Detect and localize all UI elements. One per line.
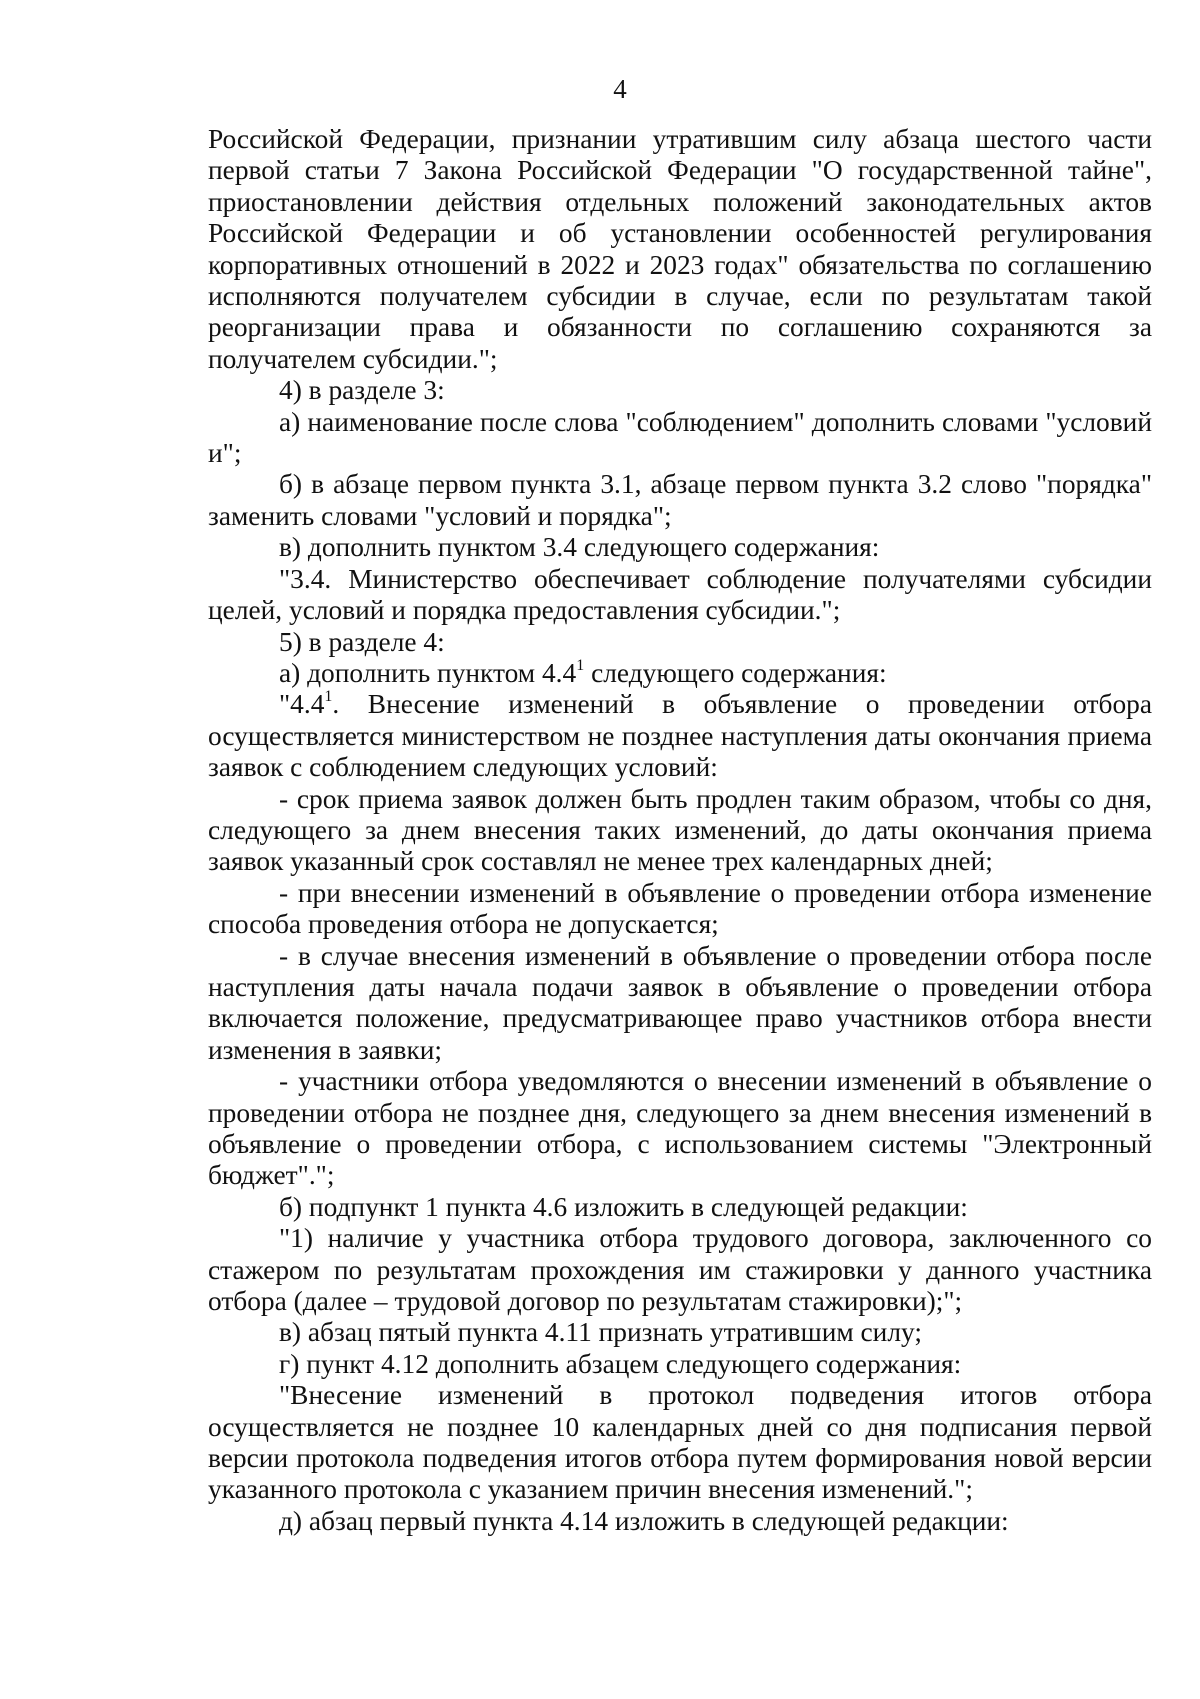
paragraph-text: - в случае внесения изменений в объявление о проведении отбора после наступления даты начала подачи заявок в объявление о проведении отбора включается положение, предусматривающее право участников отбора внести изменения в заявки;	[208, 940, 1152, 1065]
paragraph	[208, 1317, 1152, 1348]
paragraph-text: г) пункт 4.12 дополнить абзацем следующего содержания:	[279, 1348, 962, 1379]
paragraph	[208, 627, 1152, 658]
paragraph-text: - участники отбора уведомляются о внесении изменений в объявление о проведении отбора не позднее дня, следующего за днем внесения изменений в объявление о проведении отбора, с использованием системы "Электронный бюджет".";	[208, 1066, 1152, 1191]
superscript: 1	[324, 688, 333, 706]
paragraph-text: 4) в разделе 3:	[279, 375, 445, 406]
paragraph	[208, 941, 1152, 1067]
paragraph-text: 5) в разделе 4:	[279, 626, 445, 657]
paragraph-text: "4.4	[279, 689, 325, 720]
paragraph	[208, 1380, 1152, 1506]
paragraph-text: б) в абзаце первом пункта 3.1, абзаце первом пункта 3.2 слово "порядка" заменить словами "условий и порядка";	[208, 469, 1152, 531]
superscript: 1	[576, 656, 585, 674]
paragraph	[208, 689, 1152, 783]
paragraph-text: д) абзац первый пункта 4.14 изложить в следующей редакции:	[279, 1505, 1009, 1536]
paragraph-text: б) подпункт 1 пункта 4.6 изложить в следующей редакции:	[279, 1191, 968, 1222]
paragraph-text: а) дополнить пунктом 4.4	[279, 657, 577, 688]
paragraph-text: Российской Федерации, признании утратившим силу абзаца шестого части первой статьи 7 Закона Российской Федерации "О государственной тайне", приостановлении действия отдельных положений законодательных актов Российской Федерации и об установлении особенностей регулирования корпоративных отношений в 2022 и 2023 годах" обязательства по соглашению исполняются получателем субсидии в случае, если по результатам такой реорганизации права и обязанности по соглашению сохраняются за получателем субсидии.";	[208, 124, 1152, 374]
paragraph	[208, 1192, 1152, 1223]
paragraph	[208, 878, 1152, 941]
paragraph	[208, 1349, 1152, 1380]
paragraph-text-continued: . Внесение изменений в объявление о проведении отбора осуществляется министерством не позднее наступления даты окончания приема заявок с соблюдением следующих условий:	[208, 689, 1152, 783]
paragraph-text: а) наименование после слова "соблюдением" дополнить словами "условий и";	[208, 406, 1152, 469]
page-number: 4	[613, 74, 627, 104]
paragraph	[208, 658, 1152, 689]
paragraph-text: в) дополнить пунктом 3.4 следующего содержания:	[279, 532, 880, 563]
paragraph	[208, 1506, 1152, 1537]
paragraph	[208, 532, 1152, 563]
paragraph-text-continued: следующего содержания:	[584, 657, 887, 688]
paragraph	[208, 564, 1152, 627]
paragraph	[208, 124, 1152, 375]
paragraph-text: в) абзац пятый пункта 4.11 признать утратившим силу;	[279, 1317, 922, 1348]
paragraph	[208, 375, 1152, 406]
paragraph	[208, 784, 1152, 878]
paragraph	[208, 1066, 1152, 1192]
paragraph-text: "3.4. Министерство обеспечивает соблюдение получателями субсидии целей, условий и порядка предоставления субсидии.";	[208, 563, 1152, 626]
paragraph-text: - срок приема заявок должен быть продлен таким образом, чтобы со дня, следующего за днем внесения таких изменений, до даты окончания приема заявок указанный срок составлял не менее трех календарных дней;	[208, 783, 1152, 877]
document-body	[208, 124, 1152, 1537]
paragraph-text: - при внесении изменений в объявление о проведении отбора изменение способа проведения отбора не допускается;	[208, 877, 1152, 940]
paragraph-text: "Внесение изменений в протокол подведения итогов отбора осуществляется не позднее 10 календарных дней со дня подписания первой версии протокола подведения итогов отбора путем формирования новой версии указанного протокола с указанием причин внесения изменений.";	[208, 1380, 1152, 1505]
paragraph	[208, 407, 1152, 470]
paragraph	[208, 1223, 1152, 1317]
paragraph-text: "1) наличие у участника отбора трудового договора, заключенного со стажером по результатам прохождения им стажировки у данного участника отбора (далее – трудовой договор по результатам стажировки);";	[208, 1223, 1152, 1317]
paragraph	[208, 469, 1152, 532]
